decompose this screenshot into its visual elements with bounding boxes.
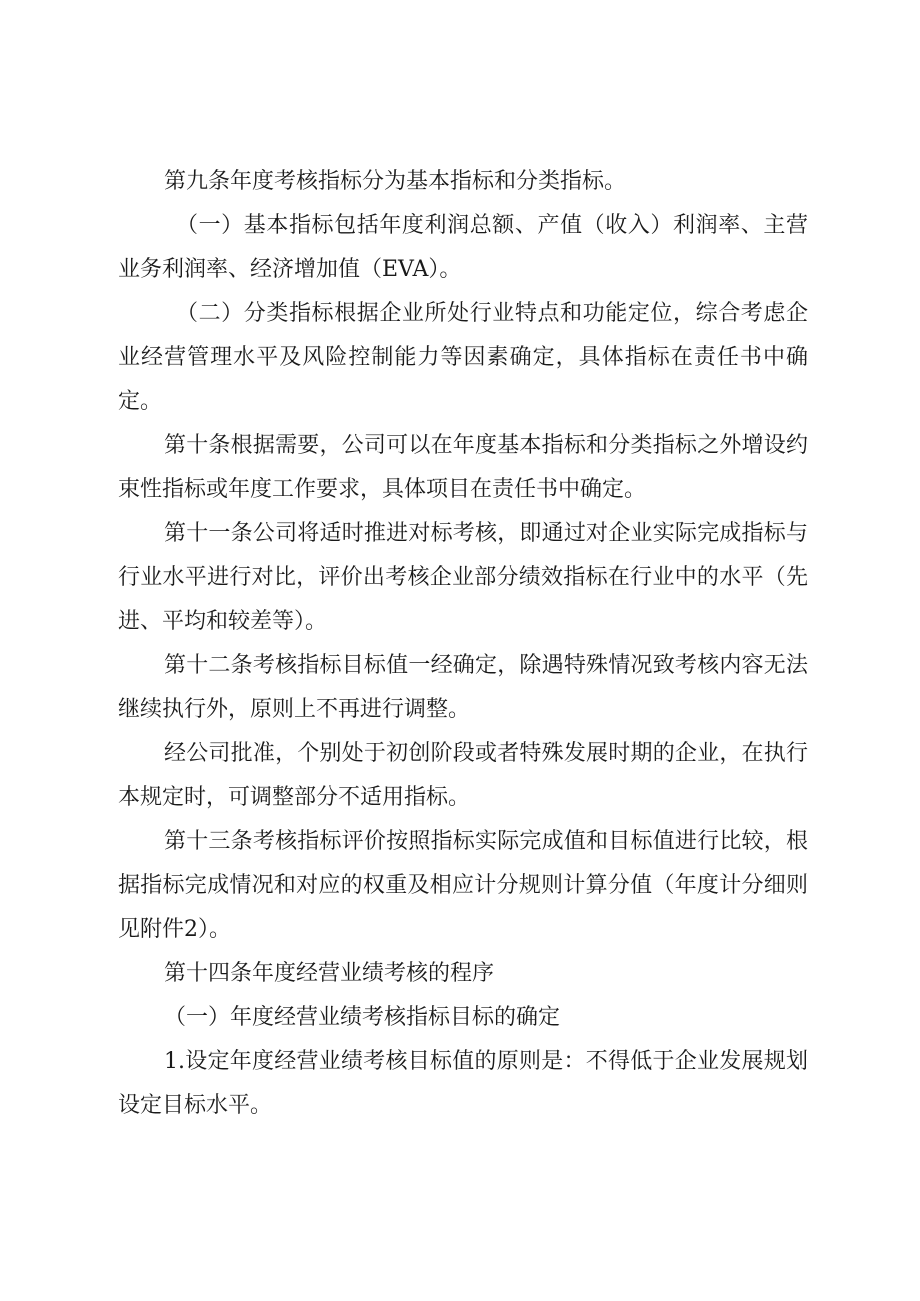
article-11: 第十一条公司将适时推进对标考核，即通过对企业实际完成指标与行业水平进行对比，评价出考核企业部分绩效指标在行业中的水平（先进、平均和较差等）。 [118, 521, 808, 634]
document-body [118, 160, 808, 1128]
article-9-item-1: （一）基本指标包括年度利润总额、产值（收入）利润率、主营业务利润率、经济增加值（EVA）。 [118, 213, 808, 282]
article-14-item-1: （一）年度经营业绩考核指标目标的确定 [164, 1005, 561, 1030]
article-12-note: 经公司批准，个别处于初创阶段或者特殊发展时期的企业，在执行本规定时，可调整部分不适用指标。 [118, 741, 808, 810]
article-12: 第十二条考核指标目标值一经确定，除遇特殊情况致考核内容无法继续执行外，原则上不再进行调整。 [118, 653, 808, 722]
article-14-item-1-point-1: 1.设定年度经营业绩考核目标值的原则是：不得低于企业发展规划设定目标水平。 [118, 1049, 808, 1118]
article-10: 第十条根据需要，公司可以在年度基本指标和分类指标之外增设约束性指标或年度工作要求，具体项目在责任书中确定。 [118, 433, 808, 502]
article-9: 第九条年度考核指标分为基本指标和分类指标。 [164, 169, 627, 194]
article-9-item-2: （二）分类指标根据企业所处行业特点和功能定位，综合考虑企业经营管理水平及风险控制能力等因素确定，具体指标在责任书中确定。 [118, 301, 808, 414]
article-14: 第十四条年度经营业绩考核的程序 [164, 961, 495, 986]
article-13: 第十三条考核指标评价按照指标实际完成值和目标值进行比较，根据指标完成情况和对应的权重及相应计分规则计算分值（年度计分细则见附件2）。 [118, 829, 808, 942]
